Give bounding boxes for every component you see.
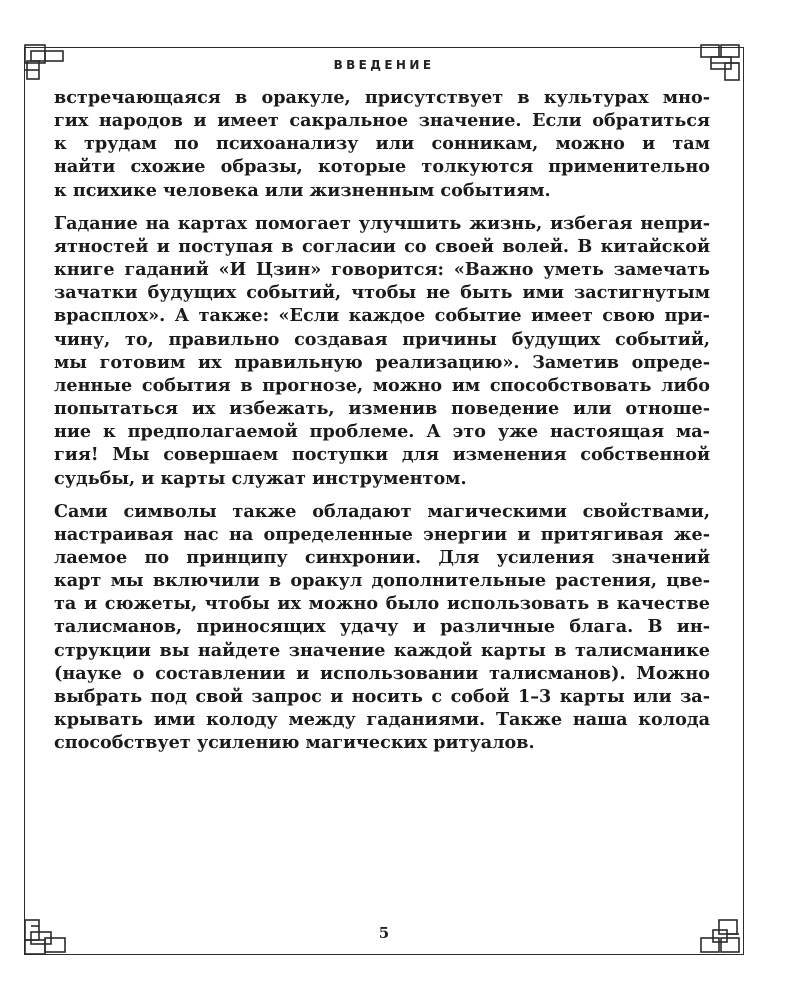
text-line: к трудам по психоанализу или сонникам, можно и там (54, 133, 710, 155)
text-line: гия! Мы совершаем поступки для изменения собственной (54, 444, 710, 466)
text-line: ние к предполагаемой проблеме. А это уже настоящая ма- (54, 421, 710, 443)
text-line: найти схожие образы, которые толкуются применительно (54, 156, 710, 178)
text-line: лаемое по принципу синхронии. Для усиления значений (54, 546, 710, 568)
running-head: ВВЕДЕНИЕ (333, 58, 435, 72)
page-number: 5 (378, 924, 390, 942)
text-line: судьбы, и карты служат инструментом. (54, 467, 467, 489)
text-line: встречающаяся в оракуле, присутствует в культурах мно- (54, 87, 710, 108)
text-line: настраивая нас на определенные энергии и притягивая же- (54, 523, 710, 545)
text-line: (науке о составлении и использовании талисманов). Можно (54, 662, 710, 684)
text-line: талисманов, приносящих удачу и различные блага. В ин- (54, 616, 710, 638)
paragraph (54, 86, 710, 202)
paragraph (54, 500, 710, 755)
text-line: попытаться их избежать, изменив поведение или отноше- (54, 398, 710, 420)
text-line: ятностей и поступая в согласии со своей волей. В китайской (54, 235, 710, 257)
text-line: чину, то, правильно создавая причины будущих событий, (54, 328, 710, 350)
body-text (54, 86, 710, 764)
text-line: струкции вы найдете значение каждой карты в талисманике (54, 639, 710, 661)
text-line: гих народов и имеет сакральное значение. Если обратиться (54, 110, 710, 132)
text-line: мы готовим их правильную реализацию». Заметив опреде- (54, 351, 710, 373)
text-line: выбрать под свой запрос и носить с собой 1–3 карты или за- (54, 685, 710, 707)
text-line: зачатки будущих событий, чтобы не быть ими застигнутым (54, 282, 710, 304)
text-line: та и сюжеты, чтобы их можно было использовать в качестве (54, 593, 710, 615)
text-line: ленные события в прогнозе, можно им способствовать либо (54, 374, 710, 396)
text-line: Гадание на картах помогает улучшить жизнь, избегая непри- (54, 212, 710, 234)
paragraph (54, 212, 710, 490)
text-line: к психике человека или жизненным событиям. (54, 179, 551, 201)
text-line: крывать ими колоду между гаданиями. Также наша колода (54, 709, 710, 731)
text-line: способствует усилению магических ритуалов. (54, 732, 535, 754)
text-line: книге гаданий «И Цзин» говорится: «Важно уметь замечать (54, 259, 710, 281)
text-line: карт мы включили в оракул дополнительные растения, цве- (54, 570, 710, 592)
text-line: Сами символы также обладают магическими свойствами, (54, 500, 710, 522)
text-line: врасплох». А также: «Если каждое событие имеет свою при- (54, 305, 710, 327)
